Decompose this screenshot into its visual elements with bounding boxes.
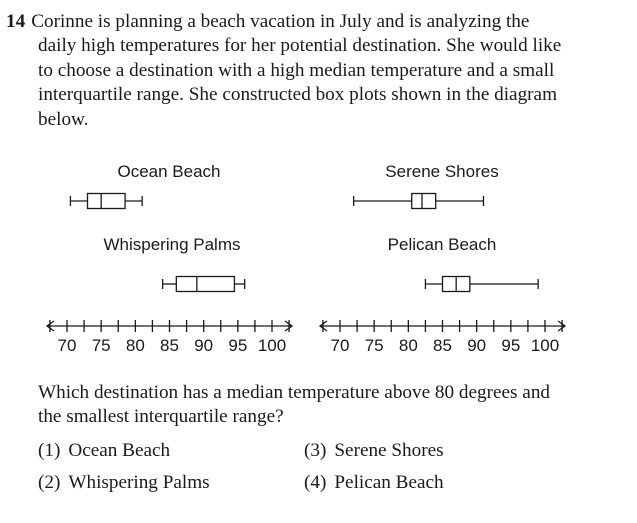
choice-number: (1) [38, 440, 61, 461]
answer-choice-2[interactable] [38, 472, 210, 494]
axis-tick-label: 75 [91, 336, 111, 355]
axis-tick-label: 95 [501, 336, 521, 355]
choice-number: (4) [304, 472, 327, 493]
question-line: interquartile range. She constructed box plots shown in the diagram [38, 84, 557, 106]
axis-tick-label: 90 [194, 336, 214, 355]
choice-number: (2) [38, 472, 61, 493]
followup-question [38, 381, 628, 429]
choice-text: Ocean Beach [68, 440, 171, 461]
question-line: Corinne is planning a beach vacation in July and is analyzing the [31, 11, 530, 32]
answer-choice-3[interactable] [304, 440, 444, 462]
choice-text: Pelican Beach [334, 472, 444, 493]
axis-tick-label: 75 [364, 336, 384, 355]
choice-text: Whispering Palms [68, 472, 210, 493]
interquartile-box [176, 277, 234, 292]
answer-choice-4[interactable] [304, 472, 444, 494]
interquartile-box [412, 194, 436, 209]
axis-tick-label: 100 [257, 336, 287, 355]
interquartile-box [88, 194, 126, 209]
answer-choice-1[interactable] [38, 440, 170, 462]
plot-title-whispering-palms: Whispering Palms [103, 235, 241, 254]
axis-tick-label: 85 [160, 336, 179, 355]
choice-text: Serene Shores [334, 440, 444, 461]
axis-tick-label: 100 [530, 336, 560, 355]
axis-tick-label: 70 [57, 336, 77, 355]
axis-tick-label: 85 [433, 336, 452, 355]
question-line: to choose a destination with a high median temperature and a small [38, 59, 555, 81]
choice-number: (3) [304, 440, 327, 461]
plot-title-serene-shores: Serene Shores [385, 162, 499, 181]
axis-tick-label: 70 [330, 336, 350, 355]
followup-line: Which destination has a median temperature above 80 degrees and [38, 382, 551, 403]
plot-title-pelican-beach: Pelican Beach [387, 235, 497, 254]
axis-tick-label: 80 [125, 336, 145, 355]
question-line: daily high temperatures for her potential destination. She would like [38, 35, 562, 57]
plot-title-ocean-beach: Ocean Beach [117, 162, 221, 181]
followup-line: the smallest interquartile range? [38, 406, 284, 427]
axis-tick-label: 80 [398, 336, 418, 355]
axis-tick-label: 90 [467, 336, 487, 355]
question-line: below. [38, 108, 89, 130]
question-number: 14 [6, 11, 26, 32]
axis-tick-label: 95 [228, 336, 248, 355]
